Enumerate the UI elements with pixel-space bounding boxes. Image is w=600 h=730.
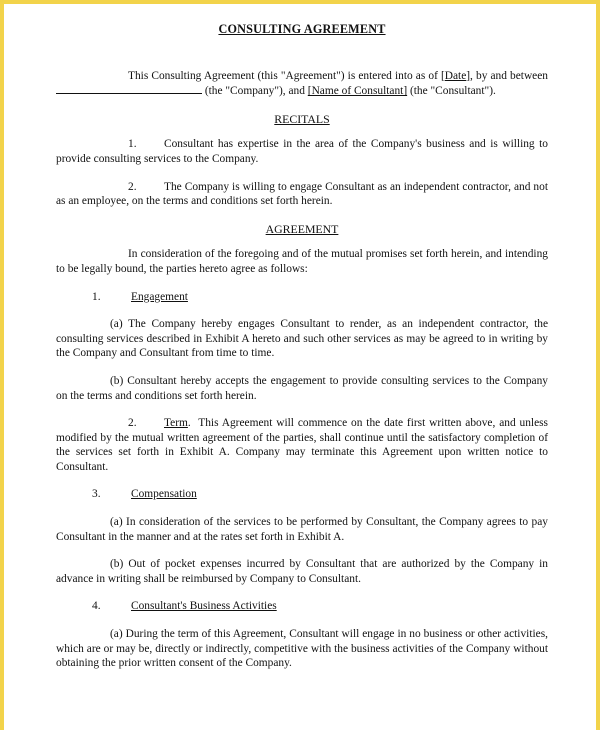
section-title: Term — [164, 417, 188, 430]
recital-text: The Company is willing to engage Consultant as an independent contractor, and not as an employee, on the terms and conditions set forth herein. — [56, 180, 548, 208]
intro-text-3: (the "Company"), and — [202, 85, 308, 98]
term-text: This Agreement will commence on the date first written above, and unless modified by the mutual written agreement of the parties, shall continue until the satisfactory completion of the services set forth in Exhibit A. Company may terminate this Agreement upon written notice to Consultant. — [56, 417, 548, 473]
business-activities-clause-a: (a) During the term of this Agreement, Consultant will engage in no business or other activities, which are or may be, directly or indirectly, competitive with the business activities of the Company without obtaining the prior written consent of the Company. — [56, 628, 548, 670]
section-number: 4. — [92, 600, 101, 613]
intro-paragraph — [56, 69, 548, 99]
compensation-clause-b: (b) Out of pocket expenses incurred by Consultant that are authorized by the Company in advance in writing shall be reimbursed by Company to Consultant. — [56, 558, 548, 585]
intro-text-4: (the "Consultant"). — [407, 85, 496, 98]
section-title: Consultant's Business Activities — [131, 600, 277, 613]
section-term — [56, 416, 548, 474]
section-number: 2. — [128, 417, 137, 430]
consultant-name-field: [Name of Consultant] — [307, 85, 408, 98]
agreement-preamble: In consideration of the foregoing and of the mutual promises set forth herein, and intending to be legally bound, the parties hereto agree as follows: — [56, 248, 548, 275]
intro-text-1: This Consulting Agreement (this "Agreement") is entered into as of [ — [128, 69, 445, 82]
section-business-activities-heading — [92, 599, 548, 614]
agreement-heading: AGREEMENT — [265, 221, 339, 236]
company-name-blank — [56, 83, 202, 94]
recital-number: 1. — [128, 138, 137, 151]
recital-text: Consultant has expertise in the area of the Company's business and is willing to provide consulting services to the Company. — [56, 138, 548, 165]
recital-item — [56, 137, 548, 166]
document-title: CONSULTING AGREEMENT — [218, 22, 386, 36]
recital-item — [56, 180, 548, 209]
section-title: Engagement — [131, 290, 188, 303]
section-compensation-heading — [92, 487, 548, 502]
recitals-heading: RECITALS — [274, 111, 330, 126]
document-body — [56, 22, 548, 684]
section-number: 1. — [92, 290, 101, 303]
term-period: . — [187, 417, 199, 430]
engagement-clause-b: (b) Consultant hereby accepts the engagement to provide consulting services to the Company on the terms and conditions set forth herein. — [56, 374, 548, 402]
section-number: 3. — [92, 488, 101, 501]
section-title: Compensation — [131, 488, 197, 501]
document-page — [4, 4, 596, 730]
recital-number: 2. — [128, 180, 137, 193]
date-field: Date — [444, 69, 467, 82]
engagement-clause-a: (a) The Company hereby engages Consultant to render, as an independent contractor, the consulting services described in Exhibit A hereto and such other services as may be agreed to in writing by the Company and Consultant from time to time. — [56, 318, 548, 360]
compensation-clause-a: (a) In consideration of the services to be performed by Consultant, the Company agrees to pay Consultant in the manner and at the rates set forth in Exhibit A. — [56, 516, 548, 543]
intro-text-2: ], by and between — [466, 69, 548, 82]
section-engagement-heading — [92, 290, 548, 305]
